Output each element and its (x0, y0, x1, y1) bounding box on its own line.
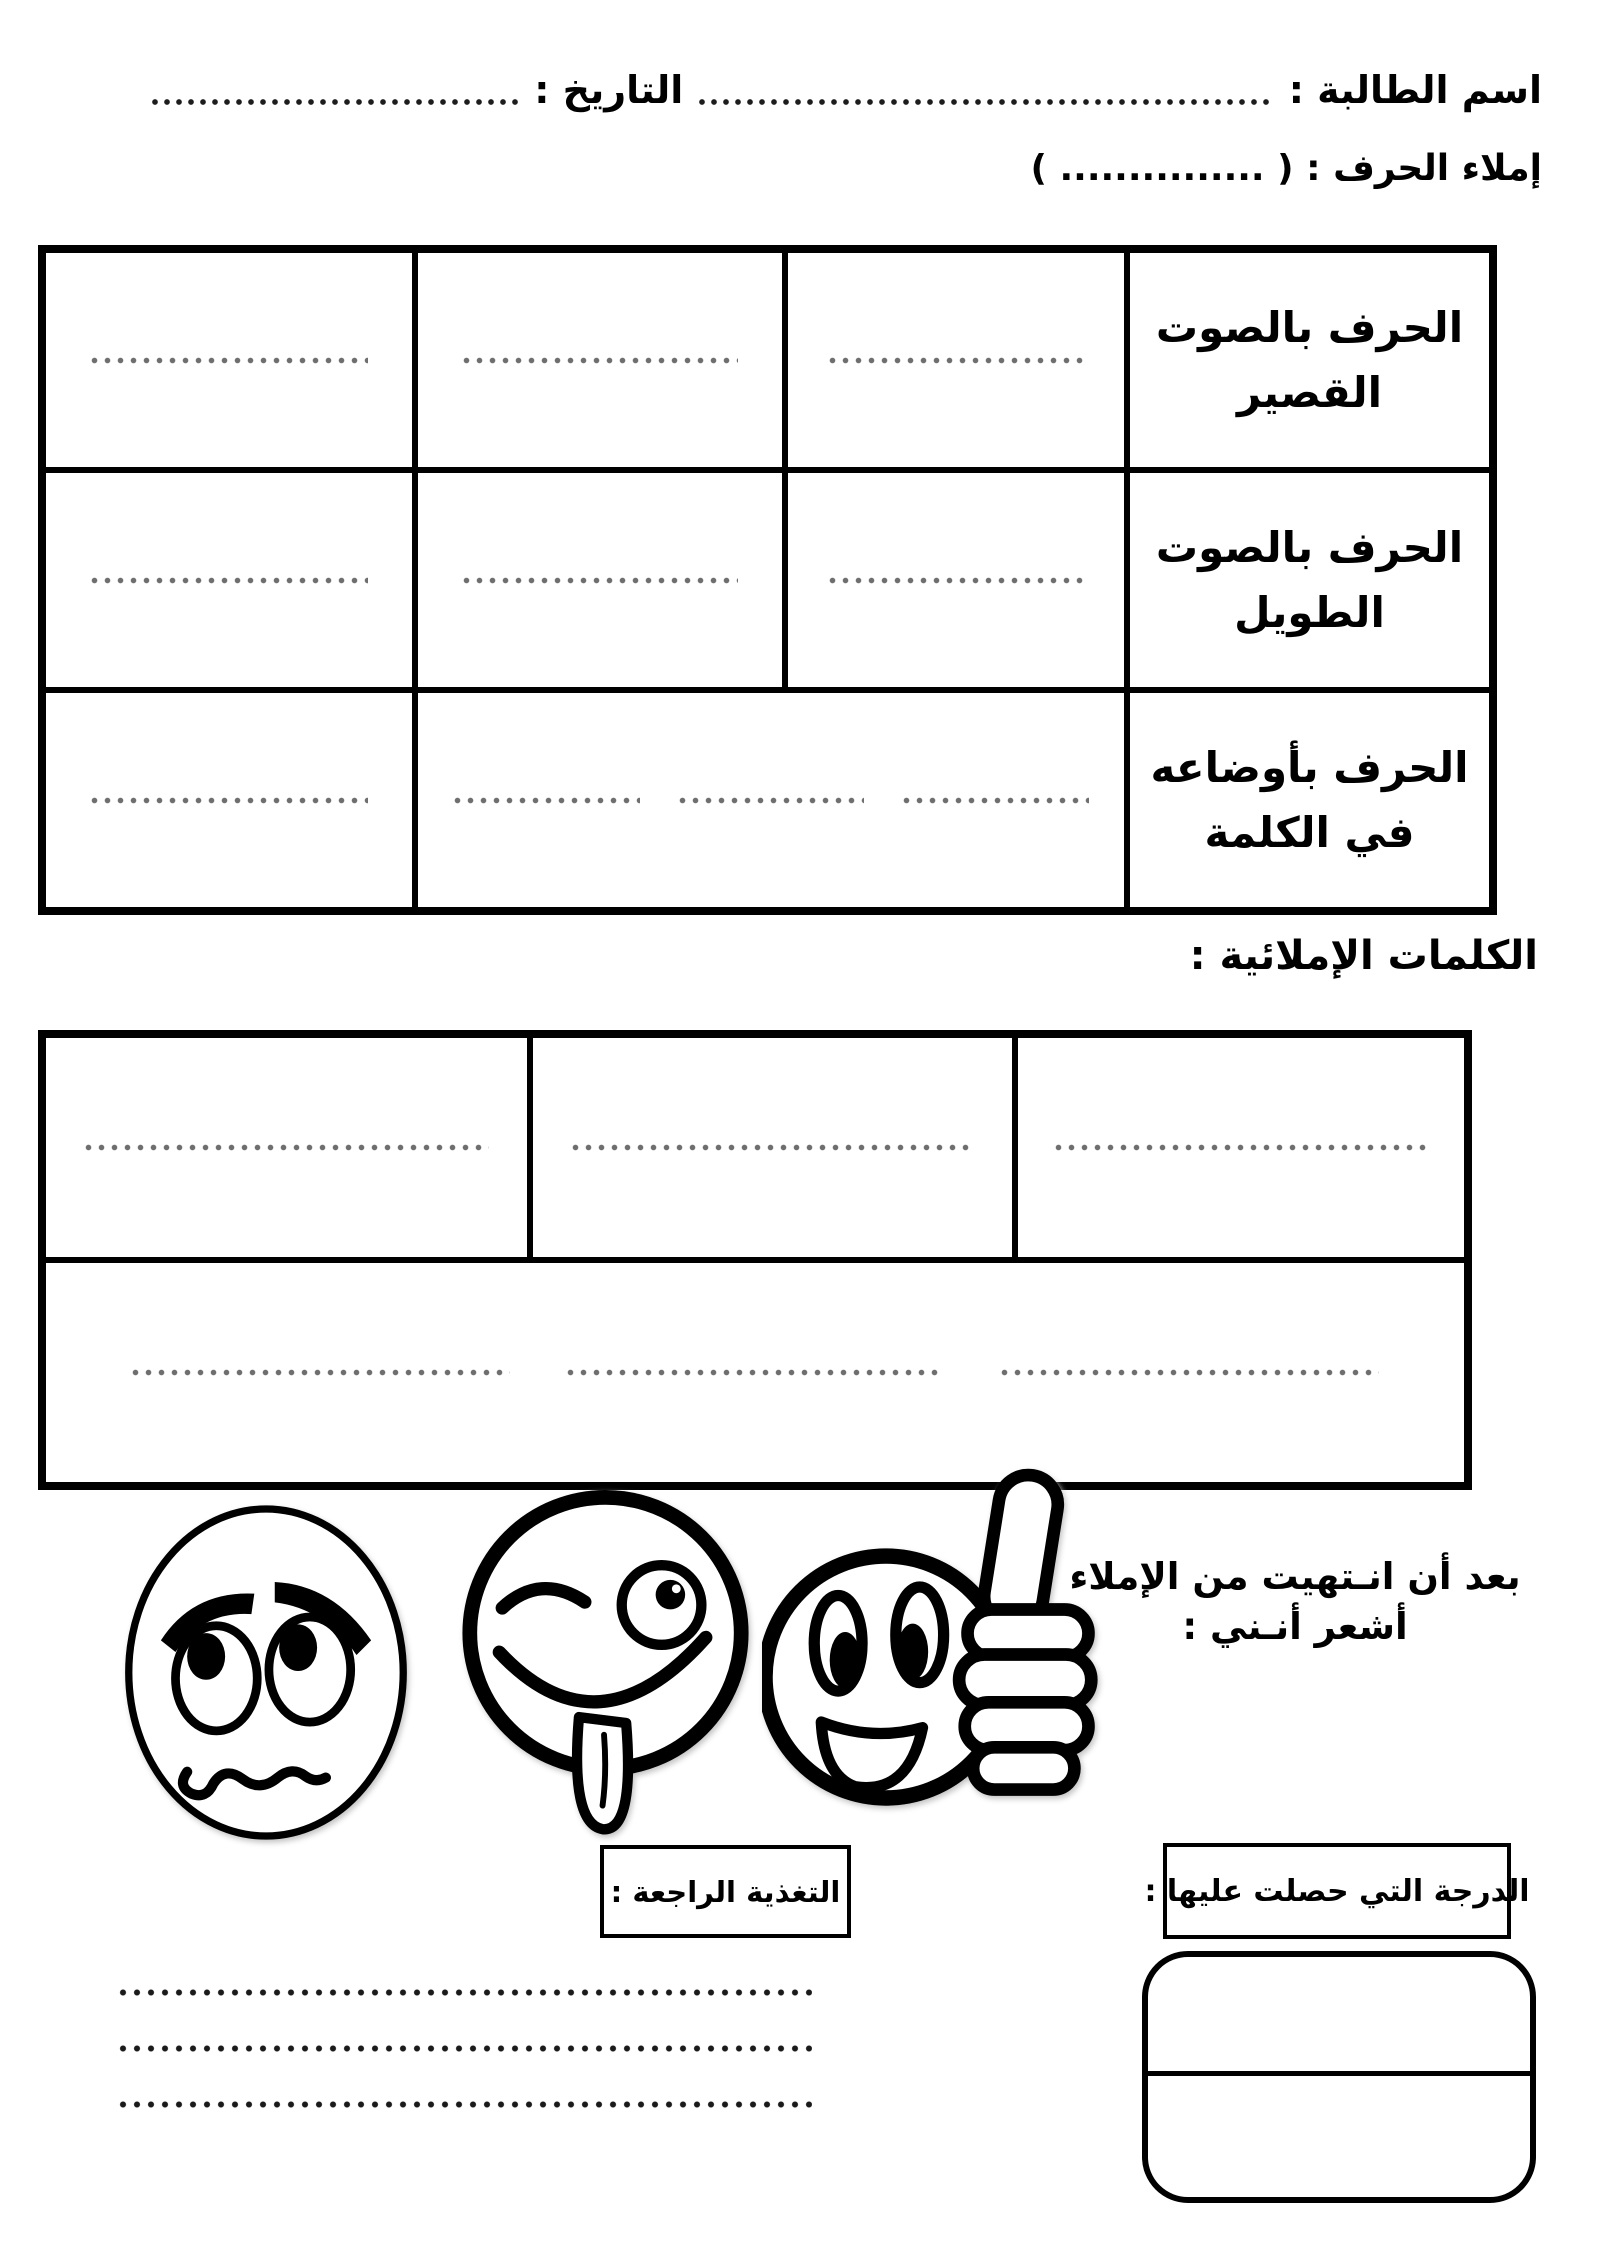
row-label-short-sound (1127, 250, 1492, 470)
answer-dotted-line (462, 576, 739, 585)
feedback-label: التغذية الراجعة : (610, 1874, 841, 1909)
answer-dotted-line (90, 796, 368, 805)
short-sound-answer-cell (785, 250, 1127, 470)
answer-dotted-line (84, 1143, 488, 1152)
answer-dotted-segment (678, 796, 864, 805)
row-label-line: الحرف بالصوت (1155, 522, 1464, 572)
row-label-long-sound (1127, 470, 1492, 690)
date-label: التاريخ : (534, 68, 684, 112)
three-position-blanks (453, 796, 1088, 805)
answer-dotted-line (90, 356, 368, 365)
letter-dictation-blank: ( ............... ) (1030, 148, 1294, 189)
grade-result-box (1142, 1951, 1536, 2203)
header-row (150, 68, 1542, 114)
grade-label: الدرجة التي حصلت عليها : (1144, 1873, 1530, 1909)
answer-dotted-line (462, 356, 739, 365)
answer-dotted-line (571, 1143, 973, 1152)
feedback-dotted-line (118, 2100, 812, 2109)
answer-dotted-line (1054, 1143, 1429, 1152)
long-sound-answer-cell (43, 470, 415, 690)
sentence-answer-cell (43, 1260, 1467, 1485)
letter-positions-answer-cell (43, 690, 415, 910)
feelings-prompt-line1: بعد أن انـتهيت من الإملاء (1069, 1555, 1521, 1598)
answer-dotted-segment (1000, 1368, 1379, 1377)
answer-dotted-line (828, 576, 1083, 585)
student-name-dotted-field (697, 97, 1275, 107)
letter-dictation-row (1030, 148, 1542, 189)
answer-dotted-line (90, 576, 368, 585)
long-sound-answer-cell (785, 470, 1127, 690)
word-answer-cell (530, 1035, 1015, 1260)
grade-label-box (1144, 1843, 1530, 1939)
feedback-dotted-line (118, 2044, 812, 2053)
date-dotted-field (150, 97, 520, 107)
feedback-dotted-line (118, 1988, 812, 1997)
dictation-words-heading: الكلمات الإملائية : (1189, 933, 1538, 979)
dictation-words-table (38, 1030, 1472, 1490)
answer-dotted-segment (902, 796, 1088, 805)
row-label-line: الحرف بالصوت (1155, 302, 1464, 352)
row-label-letter-positions (1127, 690, 1492, 910)
feedback-label-box (600, 1845, 851, 1938)
row-label-line: الحرف بأوضاعه (1150, 742, 1469, 792)
winking-tongue-out-face-icon (458, 1478, 753, 1850)
letter-dictation-label: إملاء الحرف : (1306, 148, 1542, 189)
row-label-line: القصير (1236, 368, 1383, 417)
answer-dotted-line (828, 356, 1083, 365)
feelings-prompt (1045, 1552, 1545, 1652)
student-name-label: اسم الطالبة : (1288, 68, 1542, 112)
short-sound-answer-cell (415, 250, 785, 470)
answer-dotted-segment (131, 1368, 510, 1377)
letter-positions-answer-cell (415, 690, 1127, 910)
row-label-line: الطويل (1234, 588, 1385, 637)
letter-sounds-table (38, 245, 1497, 915)
answer-dotted-segment (566, 1368, 945, 1377)
row-label-line: في الكلمة (1204, 808, 1415, 857)
three-word-blanks (131, 1368, 1379, 1377)
word-answer-cell (1015, 1035, 1467, 1260)
thumbs-up-smiley-face-icon (762, 1452, 1114, 1850)
answer-dotted-segment (453, 796, 639, 805)
long-sound-answer-cell (415, 470, 785, 690)
grade-box-top-half (1148, 1957, 1530, 2076)
feelings-prompt-line2: أشعر أنـني : (1182, 1604, 1408, 1648)
worried-face-icon (120, 1500, 412, 1845)
word-answer-cell (43, 1035, 530, 1260)
short-sound-answer-cell (43, 250, 415, 470)
